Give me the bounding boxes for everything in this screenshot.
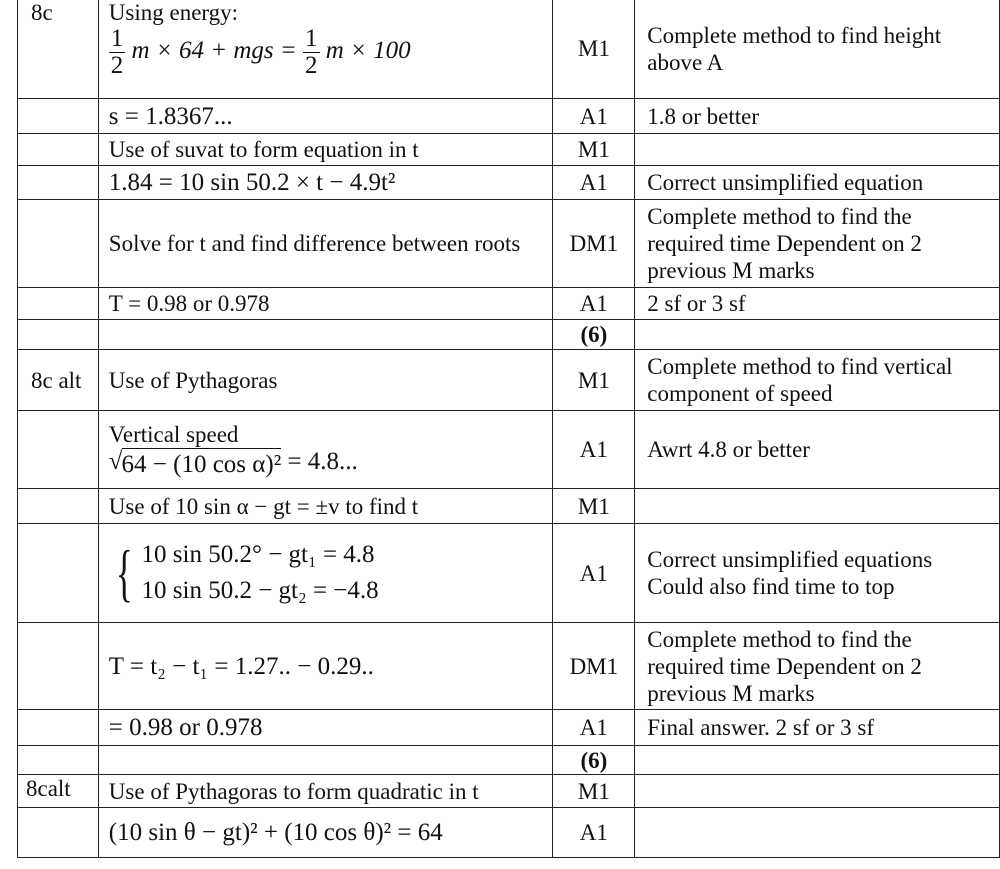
working-cell: = 0.98 or 0.978 xyxy=(98,710,553,746)
notes-cell: Awrt 4.8 or better xyxy=(635,411,1000,489)
notes-cell: 1.8 or better xyxy=(635,99,1000,134)
notes-cell: Final answer. 2 sf or 3 sf xyxy=(635,710,1000,746)
notes-cell: Complete method to find the required time Dependent on 2 previous M marks xyxy=(635,200,1000,288)
working-cell: Solve for t and find difference between roots xyxy=(98,200,553,288)
table-row xyxy=(18,0,1000,99)
mark-cell: M1 xyxy=(553,0,635,99)
working-cell: T = t₂ − t₁ = 1.27.. − 0.29.. xyxy=(98,623,553,710)
table-row xyxy=(18,288,1000,320)
table-row xyxy=(18,710,1000,746)
mark-scheme-table xyxy=(17,0,1000,858)
working-cell: Use of suvat to form equation in t xyxy=(98,134,553,166)
mark-cell: A1 xyxy=(553,166,635,200)
table-row xyxy=(18,746,1000,775)
mark-cell: A1 xyxy=(553,710,635,746)
table-row xyxy=(18,99,1000,134)
mark-cell: A1 xyxy=(553,808,635,858)
table-row xyxy=(18,524,1000,623)
working-cell xyxy=(98,524,553,623)
working-cell: Use of Pythagoras xyxy=(98,350,553,411)
table-row xyxy=(18,320,1000,350)
table-row xyxy=(18,775,1000,808)
table-row xyxy=(18,166,1000,200)
mark-cell: A1 xyxy=(553,99,635,134)
mark-cell: M1 xyxy=(553,775,635,808)
mark-total: (6) xyxy=(553,320,635,350)
notes-cell xyxy=(635,775,1000,808)
working-cell: (10 sin θ − gt)² + (10 cos θ)² = 64 xyxy=(98,808,553,858)
notes-cell: Complete method to find height above A xyxy=(635,0,1000,99)
table-row xyxy=(18,489,1000,524)
question-cell: 8c xyxy=(18,0,99,99)
mark-cell: A1 xyxy=(553,288,635,320)
working-cell: s = 1.8367... xyxy=(98,99,553,134)
mark-cell: A1 xyxy=(553,524,635,623)
working-cell: Use of Pythagoras to form quadratic in t xyxy=(98,775,553,808)
notes-cell: Complete method to find the required time Dependent on 2 previous M marks xyxy=(635,623,1000,710)
working-cell: 1.84 = 10 sin 50.2 × t − 4.9t² xyxy=(98,166,553,200)
mark-cell: A1 xyxy=(553,411,635,489)
simultaneous-equations: { 10 sin 50.2° − gt₁ = 4.8 10 sin 50.2 − gt₂ = −4.8 xyxy=(115,537,379,608)
question-cell: 8c alt xyxy=(18,350,99,411)
table-row xyxy=(18,411,1000,489)
table-row xyxy=(18,200,1000,288)
mark-cell: M1 xyxy=(553,350,635,411)
mark-cell: DM1 xyxy=(553,200,635,288)
working-cell: Using energy: $\frac{1}{2}$ m × 64 + mgs = $\frac{1}{2}$ m × 100 xyxy=(98,0,553,99)
notes-cell xyxy=(635,489,1000,524)
mark-total: (6) xyxy=(553,746,635,775)
notes-cell: Correct unsimplified equation xyxy=(635,166,1000,200)
notes-cell: Correct unsimplified equations Could also find time to top xyxy=(635,524,1000,623)
sqrt-equation: √ 64 − (10 cos α)² = 4.8... xyxy=(108,448,358,478)
mark-cell: M1 xyxy=(553,134,635,166)
mark-cell: DM1 xyxy=(553,623,635,710)
energy-equation: $\frac{1}{2}$ m × 64 + mgs = $\frac{1}{2}$ m × 100 xyxy=(110,25,411,79)
notes-cell xyxy=(635,134,1000,166)
working-cell: Vertical speed √ 64 − (10 cos α)² = 4.8... xyxy=(98,411,553,489)
notes-cell xyxy=(635,808,1000,858)
question-cell: 8calt xyxy=(18,775,99,808)
table-row xyxy=(18,623,1000,710)
mark-cell: M1 xyxy=(553,489,635,524)
notes-cell: Complete method to find vertical component of speed xyxy=(635,350,1000,411)
table-row xyxy=(18,808,1000,858)
working-cell: Use of 10 sin α − gt = ±v to find t xyxy=(98,489,553,524)
table-row xyxy=(18,350,1000,411)
table-row xyxy=(18,134,1000,166)
notes-cell: 2 sf or 3 sf xyxy=(635,288,1000,320)
working-cell: T = 0.98 or 0.978 xyxy=(98,288,553,320)
